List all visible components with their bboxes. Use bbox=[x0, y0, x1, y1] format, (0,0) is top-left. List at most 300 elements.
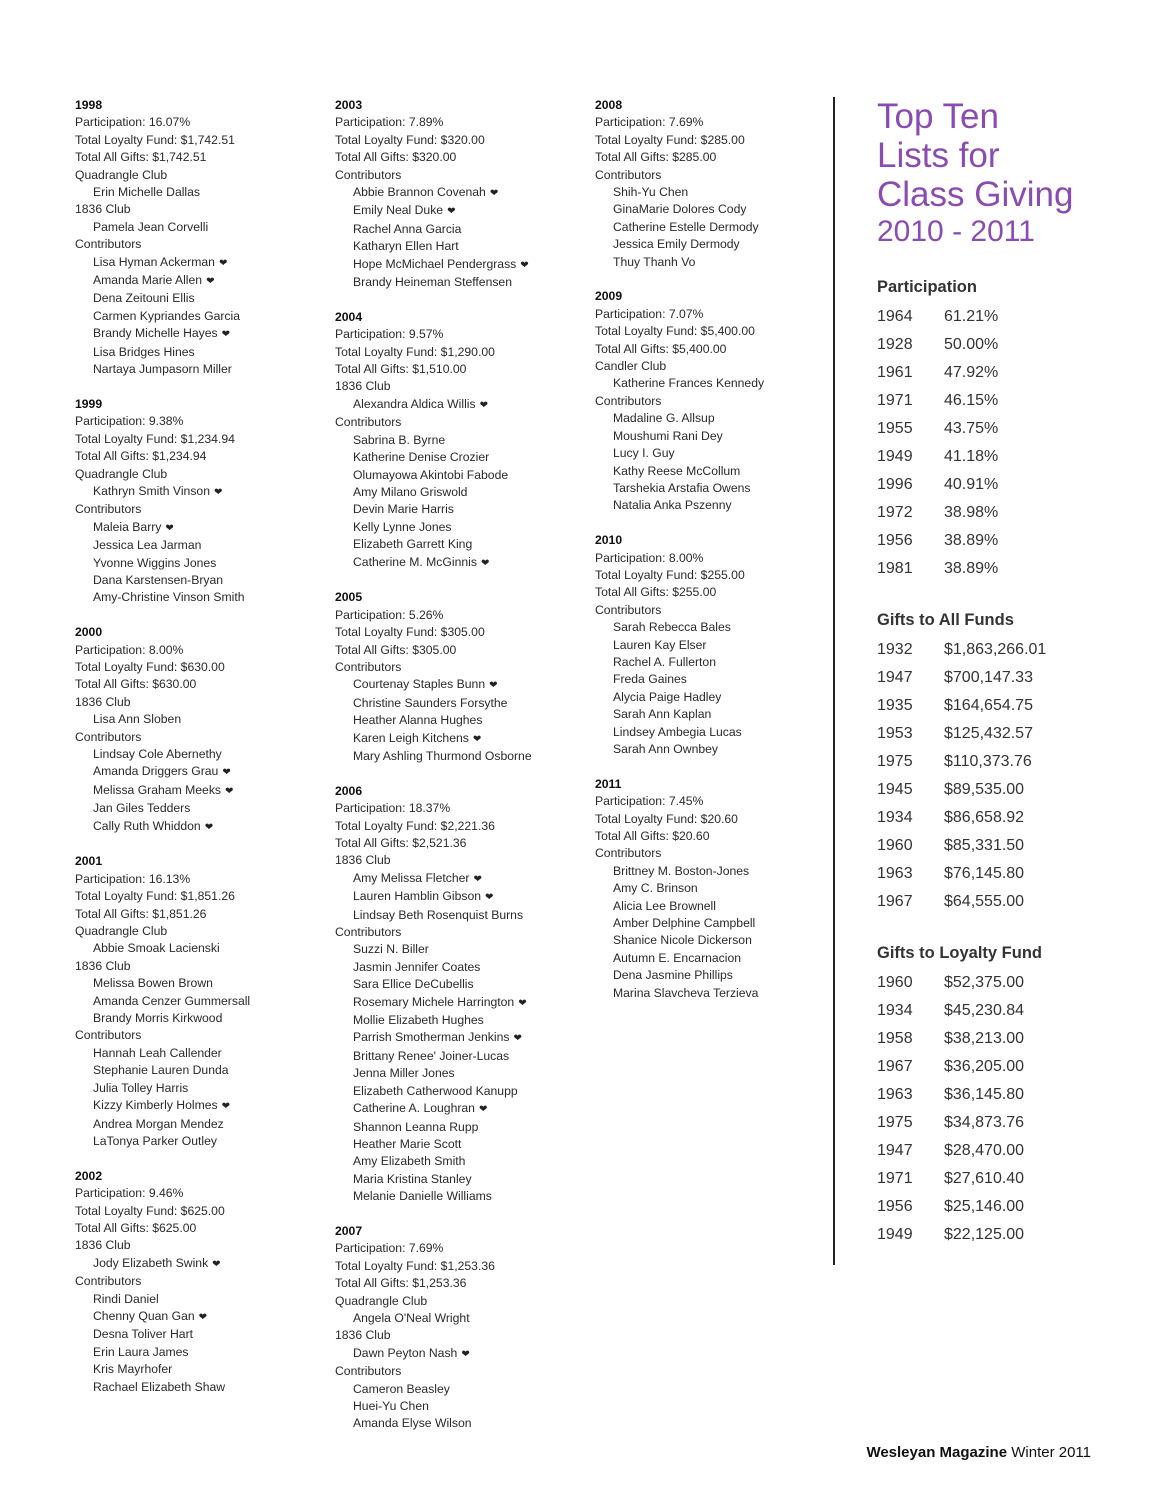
donor-name-row bbox=[595, 637, 825, 654]
donor-name-row bbox=[595, 967, 825, 984]
top-ten-year: 1996 bbox=[877, 476, 913, 493]
donor-name-row bbox=[335, 396, 575, 414]
top-ten-year: 1956 bbox=[877, 1198, 913, 1215]
donor-name: Rindi Daniel bbox=[93, 1291, 159, 1306]
top-ten-row bbox=[877, 1053, 1147, 1081]
class-stat-line: Total Loyalty Fund: $2,221.36 bbox=[335, 818, 495, 833]
donor-name-row bbox=[595, 915, 825, 932]
class-year-block bbox=[595, 532, 825, 758]
class-stat-line: Total All Gifts: $625.00 bbox=[75, 1220, 197, 1235]
donor-name-row bbox=[595, 863, 825, 880]
donor-name: Natalia Anka Pszenny bbox=[613, 498, 732, 513]
class-stat-line: Participation: 9.46% bbox=[75, 1186, 184, 1201]
donor-name: Rachael Elizabeth Shaw bbox=[93, 1379, 226, 1394]
donor-name-row bbox=[595, 375, 825, 392]
donor-name: Dena Zeitouni Ellis bbox=[93, 291, 195, 306]
heart-icon: ❤ bbox=[213, 486, 223, 498]
class-list-column-3 bbox=[595, 97, 825, 1019]
donor-group-label: Contributors bbox=[335, 167, 402, 182]
top-ten-row bbox=[877, 359, 1147, 387]
donor-name-row bbox=[335, 1065, 575, 1082]
class-stat-line: Participation: 7.89% bbox=[335, 115, 444, 130]
top-ten-value: $27,610.40 bbox=[944, 1170, 1025, 1187]
donor-name: Carmen Kypriandes Garcia bbox=[93, 308, 240, 323]
donor-name-row bbox=[335, 907, 575, 924]
class-stat-line: Total All Gifts: $285.00 bbox=[595, 150, 717, 165]
donor-name: Shannon Leanna Rupp bbox=[353, 1119, 479, 1134]
top-ten-value: 38.89% bbox=[944, 532, 999, 549]
top-ten-value: 38.89% bbox=[944, 560, 999, 577]
donor-name-row bbox=[335, 256, 575, 274]
donor-name-row bbox=[595, 932, 825, 949]
donor-name: Rachel Anna Garcia bbox=[353, 221, 462, 236]
donor-name: Maria Kristina Stanley bbox=[353, 1171, 472, 1186]
donor-group-label: Contributors bbox=[595, 393, 662, 408]
heart-icon: ❤ bbox=[218, 257, 228, 269]
donor-name: Amy Milano Griswold bbox=[353, 484, 468, 499]
top-ten-value: 43.75% bbox=[944, 420, 999, 437]
donor-name-row bbox=[595, 706, 825, 723]
donor-name: Alexandra Aldica Willis bbox=[353, 396, 476, 411]
donor-name-row bbox=[75, 975, 315, 992]
donor-name: LaTonya Parker Outley bbox=[93, 1133, 217, 1148]
top-ten-row bbox=[877, 499, 1147, 527]
donor-name-row bbox=[335, 1381, 575, 1398]
donor-name-row bbox=[335, 1029, 575, 1047]
top-ten-lists bbox=[877, 278, 1147, 1249]
top-ten-value: 46.15% bbox=[944, 392, 999, 409]
donor-name: Brandy Morris Kirkwood bbox=[93, 1011, 223, 1026]
top-ten-row bbox=[877, 636, 1147, 664]
heart-icon: ❤ bbox=[478, 1104, 488, 1116]
donor-name-row bbox=[75, 219, 315, 236]
class-stat-line: Total Loyalty Fund: $1,742.51 bbox=[75, 132, 235, 147]
donor-name: Nartaya Jumpasorn Miller bbox=[93, 362, 232, 377]
top-ten-year: 1961 bbox=[877, 364, 913, 381]
donor-name: Freda Gaines bbox=[613, 672, 687, 687]
donor-name-row bbox=[335, 221, 575, 238]
top-ten-year: 1960 bbox=[877, 974, 913, 991]
class-year-heading: 2003 bbox=[335, 98, 363, 112]
donor-group-label: Contributors bbox=[75, 1028, 142, 1043]
donor-name: Alycia Paige Hadley bbox=[613, 689, 722, 704]
donor-name: Courtenay Staples Bunn bbox=[353, 677, 486, 692]
donor-name-row bbox=[75, 1344, 315, 1361]
donor-name-row bbox=[335, 888, 575, 906]
class-year-block bbox=[595, 288, 825, 514]
donor-name: Kizzy Kimberly Holmes bbox=[93, 1098, 218, 1113]
heart-icon: ❤ bbox=[204, 821, 214, 833]
top-ten-value: $28,470.00 bbox=[944, 1142, 1025, 1159]
donor-name: Yvonne Wiggins Jones bbox=[93, 555, 217, 570]
top-ten-year: 1963 bbox=[877, 865, 913, 882]
top-ten-list bbox=[877, 278, 1147, 583]
donor-name-row bbox=[595, 671, 825, 688]
top-ten-value: $64,555.00 bbox=[944, 893, 1025, 910]
class-stat-line: Total Loyalty Fund: $1,253.36 bbox=[335, 1258, 495, 1273]
donor-name-row bbox=[335, 941, 575, 958]
donor-name: Amanda Marie Allen bbox=[93, 273, 203, 288]
top-ten-row bbox=[877, 1081, 1147, 1109]
donor-name-row bbox=[75, 800, 315, 817]
donor-name-row bbox=[335, 432, 575, 449]
donor-name: Stephanie Lauren Dunda bbox=[93, 1063, 229, 1078]
donor-name-row bbox=[335, 1310, 575, 1327]
donor-name-row bbox=[595, 201, 825, 218]
top-ten-year: 1967 bbox=[877, 1058, 913, 1075]
donor-name: Brittney M. Boston-Jones bbox=[613, 863, 750, 878]
donor-name-row bbox=[595, 254, 825, 271]
donor-name: Erin Michelle Dallas bbox=[93, 185, 201, 200]
class-stat-line: Total Loyalty Fund: $255.00 bbox=[595, 567, 745, 582]
donor-name: Catherine Estelle Dermody bbox=[613, 219, 759, 234]
heart-icon: ❤ bbox=[222, 767, 231, 779]
donor-name-row bbox=[75, 537, 315, 554]
donor-group-label: Contributors bbox=[595, 167, 662, 182]
heart-icon: ❤ bbox=[479, 399, 488, 411]
donor-name-row bbox=[75, 1010, 315, 1027]
top-ten-row bbox=[877, 1109, 1147, 1137]
donor-name-row bbox=[335, 712, 575, 729]
donor-name: Heather Marie Scott bbox=[353, 1136, 462, 1151]
sidebar-title-years: 2010 - 2011 bbox=[877, 215, 1035, 248]
donor-name-row bbox=[595, 428, 825, 445]
heart-icon: ❤ bbox=[447, 206, 456, 218]
donor-name: Emily Neal Duke bbox=[353, 203, 444, 218]
donor-name-row bbox=[335, 238, 575, 255]
donor-name: Amy-Christine Vinson Smith bbox=[93, 590, 245, 605]
class-stat-line: Participation: 7.45% bbox=[595, 794, 704, 809]
donor-group-label: Quadrangle Club bbox=[75, 167, 168, 182]
class-list-column-2 bbox=[335, 97, 575, 1450]
class-stat-line: Total All Gifts: $255.00 bbox=[595, 585, 717, 600]
donor-name-row bbox=[595, 619, 825, 636]
donor-name: Shanice Nicole Dickerson bbox=[613, 933, 752, 948]
class-stat-line: Total Loyalty Fund: $320.00 bbox=[335, 132, 485, 147]
donor-name-row bbox=[335, 1188, 575, 1205]
donor-name: Karen Leigh Kitchens bbox=[353, 730, 469, 745]
top-ten-year: 1971 bbox=[877, 1170, 913, 1187]
class-stat-line: Total Loyalty Fund: $625.00 bbox=[75, 1203, 225, 1218]
donor-name-row bbox=[75, 589, 315, 606]
donor-group-label: Quadrangle Club bbox=[75, 924, 168, 939]
donor-name: Julia Tolley Harris bbox=[93, 1080, 189, 1095]
top-ten-year: 1975 bbox=[877, 1114, 913, 1131]
donor-name: Amanda Cenzer Gummersall bbox=[93, 993, 251, 1008]
donor-group-label: 1836 Club bbox=[335, 1328, 391, 1343]
class-year-block bbox=[335, 309, 575, 572]
donor-group-label: Contributors bbox=[595, 846, 662, 861]
donor-name-row bbox=[335, 1415, 575, 1432]
donor-group-label: Contributors bbox=[75, 729, 142, 744]
top-ten-year: 1956 bbox=[877, 532, 913, 549]
class-year-heading: 2006 bbox=[335, 783, 363, 798]
class-stat-line: Participation: 7.07% bbox=[595, 306, 704, 321]
donor-name-row bbox=[335, 449, 575, 466]
top-ten-year: 1932 bbox=[877, 641, 913, 658]
donor-name-row bbox=[75, 746, 315, 763]
donor-name: Lauren Kay Elser bbox=[613, 637, 707, 652]
class-stat-line: Total Loyalty Fund: $305.00 bbox=[335, 625, 485, 640]
heart-icon: ❤ bbox=[473, 873, 482, 885]
top-ten-row bbox=[877, 860, 1147, 888]
donor-name-row bbox=[335, 1083, 575, 1100]
donor-name: Jan Giles Tedders bbox=[93, 801, 191, 816]
class-stat-line: Total Loyalty Fund: $630.00 bbox=[75, 659, 225, 674]
top-ten-value: $36,145.80 bbox=[944, 1086, 1025, 1103]
top-ten-row bbox=[877, 664, 1147, 692]
donor-name: Katharyn Ellen Hart bbox=[353, 239, 459, 254]
top-ten-year: 1934 bbox=[877, 1002, 913, 1019]
donor-name-row bbox=[595, 219, 825, 236]
top-ten-row bbox=[877, 555, 1147, 583]
top-ten-value: $25,146.00 bbox=[944, 1198, 1025, 1215]
top-ten-value: $125,432.57 bbox=[944, 725, 1033, 742]
top-ten-row bbox=[877, 888, 1147, 916]
donor-name-row bbox=[335, 695, 575, 712]
top-ten-value: 38.98% bbox=[944, 504, 999, 521]
donor-name: Jessica Emily Dermody bbox=[613, 237, 740, 252]
heart-icon: ❤ bbox=[520, 259, 529, 271]
donor-name-row bbox=[75, 555, 315, 572]
top-ten-list-heading: Participation bbox=[877, 278, 977, 296]
donor-name-row bbox=[75, 1116, 315, 1133]
donor-name: Amber Delphine Campbell bbox=[613, 916, 756, 931]
donor-name: GinaMarie Dolores Cody bbox=[613, 202, 747, 217]
top-ten-row bbox=[877, 1193, 1147, 1221]
class-year-heading: 1999 bbox=[75, 396, 103, 411]
donor-name-row bbox=[335, 484, 575, 501]
top-ten-row bbox=[877, 804, 1147, 832]
donor-name: Rosemary Michele Harrington bbox=[353, 994, 515, 1009]
heart-icon: ❤ bbox=[212, 1258, 221, 1270]
class-year-heading: 2011 bbox=[595, 776, 622, 791]
donor-name: Shih-Yu Chen bbox=[613, 185, 689, 200]
donor-name-row bbox=[335, 554, 575, 572]
donor-name-row bbox=[335, 467, 575, 484]
donor-name: Lisa Hyman Ackerman bbox=[93, 254, 215, 269]
class-year-block bbox=[335, 589, 575, 765]
top-ten-year: 1971 bbox=[877, 392, 913, 409]
donor-name: Lindsay Beth Rosenquist Burns bbox=[353, 907, 524, 922]
top-ten-year: 1972 bbox=[877, 504, 913, 521]
donor-name: Sarah Ann Ownbey bbox=[613, 742, 719, 756]
donor-name-row bbox=[75, 711, 315, 728]
class-year-block bbox=[595, 97, 825, 271]
top-ten-row bbox=[877, 1165, 1147, 1193]
top-ten-year: 1947 bbox=[877, 1142, 913, 1159]
top-ten-row bbox=[877, 1137, 1147, 1165]
donor-name-row bbox=[335, 274, 575, 291]
top-ten-value: $110,373.76 bbox=[944, 753, 1032, 770]
donor-group-label: 1836 Club bbox=[75, 1238, 131, 1253]
donor-group-label: 1836 Club bbox=[335, 379, 391, 394]
top-ten-value: 61.21% bbox=[944, 308, 999, 325]
top-ten-list-heading: Gifts to Loyalty Fund bbox=[877, 944, 1042, 962]
top-ten-row bbox=[877, 387, 1147, 415]
sidebar-title-line: Top Ten bbox=[877, 97, 999, 136]
top-ten-year: 1935 bbox=[877, 697, 913, 714]
donor-name-row bbox=[335, 959, 575, 976]
donor-name-row bbox=[335, 519, 575, 536]
donor-name-row bbox=[595, 445, 825, 462]
donor-name: Cally Ruth Whiddon bbox=[93, 818, 201, 833]
donor-name: Maleia Barry bbox=[93, 519, 162, 534]
donor-name-row bbox=[75, 519, 315, 537]
top-ten-year: 1947 bbox=[877, 669, 913, 686]
donor-name: Catherine A. Loughran bbox=[353, 1101, 475, 1116]
donor-name-row bbox=[75, 325, 315, 343]
donor-name: Erin Laura James bbox=[93, 1344, 189, 1359]
class-stat-line: Total All Gifts: $630.00 bbox=[75, 677, 197, 692]
donor-name: Melissa Bowen Brown bbox=[93, 976, 213, 991]
class-year-block bbox=[75, 97, 315, 379]
donor-name-row bbox=[75, 272, 315, 290]
donor-name-row bbox=[335, 1398, 575, 1415]
donor-name: Abbie Brannon Covenah bbox=[353, 185, 486, 200]
class-stat-line: Participation: 5.26% bbox=[335, 607, 444, 622]
donor-name: Kelly Lynne Jones bbox=[353, 519, 452, 534]
top-ten-value: $76,145.80 bbox=[944, 865, 1025, 882]
donor-name: Huei-Yu Chen bbox=[353, 1399, 429, 1413]
class-stat-line: Participation: 16.13% bbox=[75, 871, 191, 886]
donor-name: Lisa Ann Sloben bbox=[93, 712, 182, 727]
donor-name: Brandy Heineman Steffensen bbox=[353, 275, 512, 290]
class-year-block bbox=[595, 776, 825, 1002]
donor-name: Jasmin Jennifer Coates bbox=[353, 959, 481, 974]
donor-name-row bbox=[75, 763, 315, 781]
top-ten-row bbox=[877, 443, 1147, 471]
donor-name: Hannah Leah Callender bbox=[93, 1045, 222, 1060]
sidebar-title-line: Class Giving bbox=[877, 175, 1074, 214]
donor-name: Jenna Miller Jones bbox=[353, 1066, 455, 1081]
top-ten-row bbox=[877, 997, 1147, 1025]
donor-name: Desna Toliver Hart bbox=[93, 1327, 194, 1342]
top-ten-value: $700,147.33 bbox=[944, 669, 1033, 686]
donor-name-row bbox=[75, 993, 315, 1010]
heart-icon: ❤ bbox=[221, 1101, 230, 1113]
heart-icon: ❤ bbox=[221, 329, 231, 341]
donor-name-row bbox=[335, 1048, 575, 1065]
donor-name: Rachel A. Fullerton bbox=[613, 654, 716, 669]
class-stat-line: Total Loyalty Fund: $5,400.00 bbox=[595, 324, 755, 339]
class-stat-line: Total Loyalty Fund: $20.60 bbox=[595, 811, 738, 826]
donor-name: Elizabeth Catherwood Kanupp bbox=[353, 1083, 518, 1098]
donor-name: Alicia Lee Brownell bbox=[613, 898, 716, 913]
class-year-block bbox=[75, 396, 315, 607]
class-year-heading: 2008 bbox=[595, 98, 623, 112]
donor-name: Lindsay Cole Abernethy bbox=[93, 747, 222, 761]
donor-name: Olumayowa Akintobi Fabode bbox=[353, 467, 509, 482]
top-ten-value: $38,213.00 bbox=[944, 1030, 1025, 1047]
donor-name-row bbox=[75, 1062, 315, 1079]
donor-name: Hope McMichael Pendergrass bbox=[353, 256, 517, 271]
donor-name: Heather Alanna Hughes bbox=[353, 713, 483, 728]
donor-name: Madaline G. Allsup bbox=[613, 411, 715, 426]
top-ten-value: $89,535.00 bbox=[944, 781, 1025, 798]
top-ten-row bbox=[877, 832, 1147, 860]
class-stat-line: Total Loyalty Fund: $1,851.26 bbox=[75, 889, 235, 904]
class-year-block bbox=[335, 1223, 575, 1433]
donor-name: Kathy Reese McCollum bbox=[613, 463, 741, 478]
donor-name: Lindsey Ambegia Lucas bbox=[613, 724, 742, 739]
top-ten-year: 1955 bbox=[877, 420, 913, 437]
top-ten-value: 41.18% bbox=[944, 448, 999, 465]
donor-name-row bbox=[335, 1012, 575, 1029]
class-year-block bbox=[75, 1168, 315, 1396]
top-ten-year: 1975 bbox=[877, 753, 913, 770]
donor-name: Jessica Lea Jarman bbox=[93, 538, 202, 553]
top-ten-value: $1,863,266.01 bbox=[944, 641, 1047, 658]
class-year-block bbox=[335, 783, 575, 1206]
donor-name: Amy Elizabeth Smith bbox=[353, 1154, 466, 1169]
class-stat-line: Total All Gifts: $5,400.00 bbox=[595, 341, 727, 356]
top-ten-row bbox=[877, 720, 1147, 748]
donor-name: Katherine Frances Kennedy bbox=[613, 376, 765, 391]
donor-name-row bbox=[335, 1136, 575, 1153]
top-ten-year: 1949 bbox=[877, 1226, 913, 1243]
donor-name: Sarah Rebecca Bales bbox=[613, 620, 731, 635]
class-stat-line: Total All Gifts: $320.00 bbox=[335, 150, 457, 165]
donor-name-row bbox=[75, 572, 315, 589]
donor-name: Thuy Thanh Vo bbox=[613, 254, 696, 269]
top-ten-row bbox=[877, 1221, 1147, 1249]
donor-group-label: 1836 Club bbox=[75, 202, 131, 217]
donor-name-row bbox=[75, 1291, 315, 1308]
donor-name-row bbox=[595, 236, 825, 253]
class-year-block bbox=[335, 97, 575, 291]
donor-name: Suzzi N. Biller bbox=[353, 942, 429, 957]
donor-name-row bbox=[335, 748, 575, 765]
donor-name: Catherine M. McGinnis bbox=[353, 554, 477, 569]
sidebar-title-line: Lists for bbox=[877, 136, 1000, 175]
class-year-heading: 2000 bbox=[75, 625, 103, 640]
donor-name-row bbox=[75, 344, 315, 361]
donor-name: Amanda Driggers Grau bbox=[93, 764, 219, 779]
class-stat-line: Participation: 9.38% bbox=[75, 414, 184, 429]
top-ten-value: $34,873.76 bbox=[944, 1114, 1025, 1131]
donor-name: Elizabeth Garrett King bbox=[353, 537, 473, 552]
top-ten-row bbox=[877, 748, 1147, 776]
donor-name-row bbox=[595, 410, 825, 427]
donor-group-label: Contributors bbox=[595, 602, 662, 617]
class-stat-line: Participation: 18.37% bbox=[335, 801, 451, 816]
class-year-heading: 2001 bbox=[75, 854, 103, 869]
class-stat-line: Total All Gifts: $1,510.00 bbox=[335, 362, 467, 377]
class-stat-line: Total All Gifts: $1,234.94 bbox=[75, 449, 207, 464]
donor-group-label: Quadrangle Club bbox=[335, 1293, 428, 1308]
donor-name: Melanie Danielle Williams bbox=[353, 1189, 492, 1204]
class-year-block bbox=[75, 853, 315, 1150]
class-year-heading: 1998 bbox=[75, 98, 103, 112]
donor-name-row bbox=[75, 1255, 315, 1273]
donor-group-label: Contributors bbox=[335, 415, 402, 430]
class-year-heading: 2005 bbox=[335, 590, 363, 605]
donor-name-row bbox=[75, 184, 315, 201]
class-year-heading: 2002 bbox=[75, 1168, 103, 1183]
heart-icon: ❤ bbox=[472, 733, 482, 745]
donor-name-row bbox=[75, 308, 315, 325]
donor-name-row bbox=[75, 1080, 315, 1097]
donor-name-row bbox=[335, 994, 575, 1012]
heart-icon: ❤ bbox=[198, 1311, 208, 1323]
donor-name: Andrea Morgan Mendez bbox=[93, 1116, 224, 1131]
heart-icon: ❤ bbox=[480, 557, 490, 569]
donor-name-row bbox=[75, 361, 315, 378]
donor-name-row bbox=[335, 184, 575, 202]
donor-name: Sarah Ann Kaplan bbox=[613, 707, 712, 722]
top-ten-list-heading: Gifts to All Funds bbox=[877, 611, 1014, 629]
